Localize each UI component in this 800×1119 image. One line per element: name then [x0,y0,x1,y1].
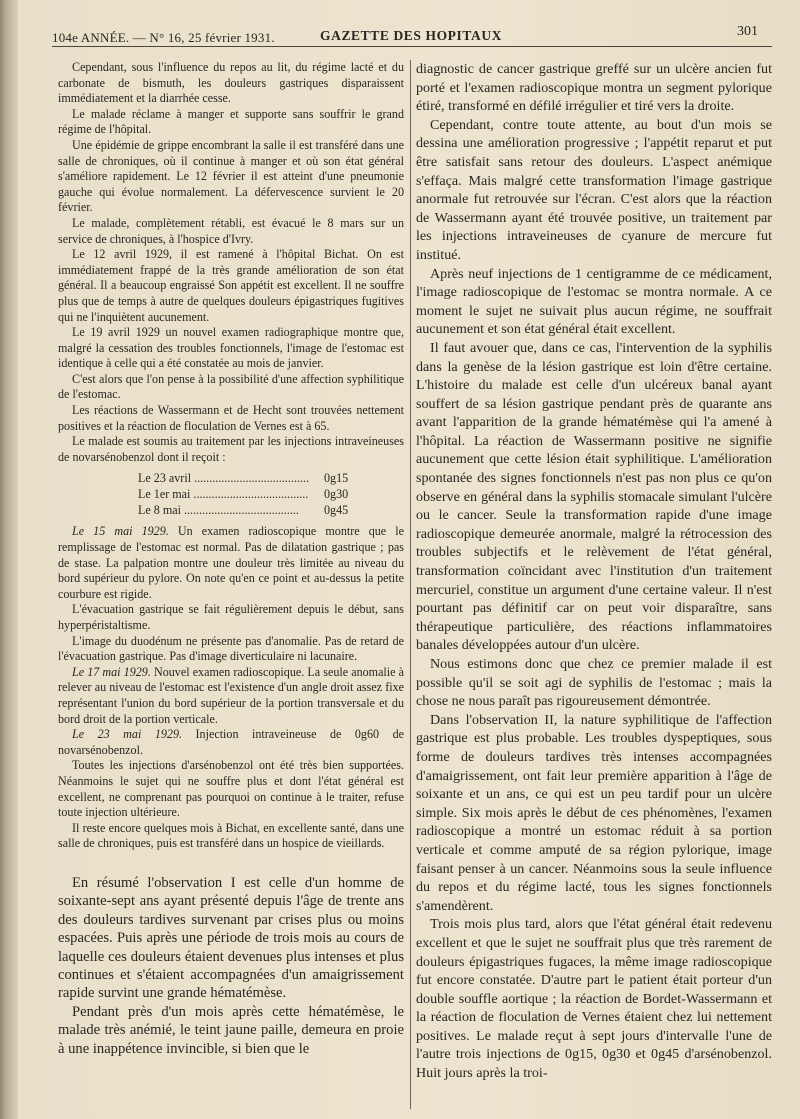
page-number: 301 [737,24,758,39]
injection-dose: 0g45 [324,503,349,518]
page-binding-edge [0,0,18,1119]
paragraph: Une épidémie de grippe encombrant la salle il est transféré dans une salle de chroniques, où il continue à manger et où son état général s'améliore rapidement. Le 12 février il est atteint d'une pneumonie gauche qui évolue normalement. La défervescence survient le 20 février. [58,137,404,215]
paragraph: Dans l'observation II, la nature syphilitique de l'affection gastrique est plus probable. Les troubles dyspeptiques, sous forme de douleurs tardives très intenses accompagnées d'amaigrissement, ont fait leur première apparition à l'âge de soixante et un ans, ce qui est un peu tardif pour un ulcère simple. Six mois après le début de ces phénomènes, l'examen radioscopique a montré un estomac réduit à sa portion verticale et comme amputé de sa région pylorique, image faisant penser à un cancer. Néanmoins sous la seule influence du repos et du régime lacté, tous les signes fonctionnels s'amendèrent. [416,711,772,914]
paragraph [58,524,404,602]
left-column [58,60,404,1058]
paragraph: Trois mois plus tard, alors que l'état général était redevenu excellent et que le sujet ne souffrait plus que très rarement de douleurs épigastriques fugaces, la même image radioscopique fut encore constatée. D'autre part le patient était porteur d'un double souffle aortique ; la réaction de Bordet-Wassermann et la réaction de floculation de Vernes étaient chez lui nettement positives. Le malade reçut à sept jours d'intervalle l'une de l'autre trois injections de 0g15, 0g30 et 0g45 d'arsénobenzol. Huit jours après la troi- [416,916,772,1082]
entry-date: Le 23 mai 1929. [72,727,183,742]
paragraph: L'évacuation gastrique se fait régulièrement depuis le début, sans hyperpéristaltisme. [58,602,404,632]
entry-date: Le 17 mai 1929. [72,664,151,679]
injection-date: Le 1er mai ..... [138,486,324,502]
injection-dose: 0g15 [324,471,349,486]
header-rule [52,46,772,47]
paragraph: Le malade est soumis au traitement par les injections intraveineuses de novarsénobenzol dont il reçoit : [58,434,404,464]
paragraph: Le 12 avril 1929, il est ramené à l'hôpital Bichat. On est immédiatement frappé de la très grande amélioration de son état général. Il a beaucoup engraissé Son appétit est excellent. Il ne souffre plus que de temps à autre de quelques douleurs épigastriques fugitives qui ne l'inquiètent aucunement. [58,247,404,324]
column-divider [410,60,411,1109]
paragraph: Cependant, sous l'influence du repos au lit, du régime lacté et du carbonate de bismuth, les douleurs gastriques disparaissent immédiatement et la diarrhée cesse. [58,60,404,106]
paragraph: Toutes les injections d'arsénobenzol ont été très bien supportées. Néanmoins le sujet qui ne souffre plus et dont l'état général est excellent, ne comprenant pas pourquoi on continue à le traiter, refuse toute injection ultérieure. [58,758,404,820]
summary-paragraph: En résumé l'observation I est celle d'un homme de soixante-sept ans ayant présenté depuis l'âge de trente ans des douleurs tardives survenant par crises plus ou moins espacées. Puis après une période de trois mois au cours de laquelle ces douleurs étaient devenues plus intenses et plus continues et s'étaient accompagnées d'un amaigrissement rapide survint une grande hématémèse. [58,874,404,1002]
injection-dose: 0g30 [324,487,349,502]
paragraph: Cependant, contre toute attente, au bout d'un mois se dessina une amélioration progressive ; l'appétit reparut et put être satisfait sans retour des douleurs. L'aspect anémique s'effaça. Mais malgré cette transformation l'image gastrique anormale fut retrouvée sur l'écran. C'est alors que la réaction de Wassermann ayant été trouvée positive, un traitement par les injections intraveineuses de cyanure de mercure fut institué. [416,116,772,263]
paragraph: Il faut avouer que, dans ce cas, l'intervention de la syphilis dans la genèse de la lésion gastrique est loin d'être certaine. L'histoire du malade est celle d'un ulcéreux banal ayant souffert de sa lésion gastrique pendant près de quarante ans avant l'apparition de la grande hématémèse qui l'a amené à l'hôpital. La réaction de Wassermann positive ne signifie aucunement que cette lésion était syphilitique. L'amélioration spontanée des signes fonctionnels n'est pas non plus ce qu'on observe en général dans la syphilis stomacale simulant l'ulcère ou le cancer. Seule la transformation rapide d'une image radioscopique demeurée anormale, malgré la rétrocession des troubles subjectifs et le relèvement de l'état général, transformation coïncidant avec l'institution d'un traitement mercuriel, constitue un argument d'une certaine valeur. Il n'est pourtant pas définitif car on peut voir disparaître, sans thérapeutique particulière, des réactions inflammatoires banales développées autour d'un ulcère. [416,339,772,654]
injection-row [138,470,368,486]
right-column [416,60,772,1083]
paragraph: C'est alors que l'on pense à la possibilité d'une affection syphilitique de l'estomac. [58,371,404,402]
paragraph: L'image du duodénum ne présente pas d'anomalie. Pas de retard de l'évacuation gastrique. Pas d'image diverticulaire ni lacunaire. [58,633,404,664]
running-header [52,24,764,46]
injection-row [138,502,368,518]
paragraph-text: Un examen radioscopique montre que le remplissage de l'estomac est normal. Pas de dilatation gastrique ; pas de stase. La palpation montre une douleur très limitée au niveau du bord supérieur du pylore. On note qu'en ce point et au-dessus la petite courbure est rigide. [58,524,404,601]
paragraph [58,665,404,727]
paragraph: Après neuf injections de 1 centigramme de ce médicament, l'image radioscopique de l'estomac se montra normale. A ce moment le sujet ne suivait plus aucun régime, ne souffrait aucunement et son état général était excellent. [416,265,772,338]
paragraph: Il reste encore quelques mois à Bichat, en excellente santé, dans une salle de chroniques, puis est transféré dans un hospice de vieillards. [58,820,404,851]
paragraph: Les réactions de Wassermann et de Hecht sont trouvées nettement positives et la réaction de floculation de Vernes est à 65. [58,403,404,433]
paragraph: Le malade réclame à manger et supporte sans souffrir le grand régime de l'hôpital. [58,106,404,137]
paragraph: Nous estimons donc que chez ce premier malade il est possible qu'il se soit agi de syphilis de l'estomac ; mais la chose ne nous paraît pas rigoureusement démontrée. [416,656,772,710]
paragraph: diagnostic de cancer gastrique greffé sur un ulcère ancien fut porté et l'examen radioscopique montra un segment pylorique étiré, transformé en défilé irrégulier et tiré vers la droite. [416,61,772,115]
injection-date: Le 23 avril ..... [138,470,324,486]
paragraph-text: Injection intraveineuse de 0g60 de novarsénobenzol. [58,727,404,757]
injection-schedule [138,470,368,518]
summary-paragraph: Pendant près d'un mois après cette hématémèse, le malade très anémié, le teint jaune paille, demeura en proie à une inappétence invincible, si bien que le [58,1003,404,1057]
issue-line: 104e ANNÉE. — N° 16, 25 février 1931. [52,30,275,45]
entry-date: Le 15 mai 1929. [72,524,169,539]
paragraph [58,727,404,758]
injection-date: Le 8 mai ..... [138,502,324,518]
paragraph: Le 19 avril 1929 un nouvel examen radiographique montre que, malgré la cessation des troubles fonctionnels, l'image de l'estomac est identique à celle qui a été constatée au mois de janvier. [58,325,404,371]
injection-row [138,486,368,502]
paragraph-text: Nouvel examen radioscopique. La seule anomalie à relever au niveau de l'estomac est l'existence d'un angle droit assez fixe représentant l'union du bord supérieur de la portion transversale et du bord droit de la portion verticale. [58,664,404,726]
paragraph: Le malade, complètement rétabli, est évacué le 8 mars sur un service de chroniques, à l'hospice d'Ivry. [58,215,404,246]
journal-title: GAZETTE DES HOPITAUX [320,28,503,43]
